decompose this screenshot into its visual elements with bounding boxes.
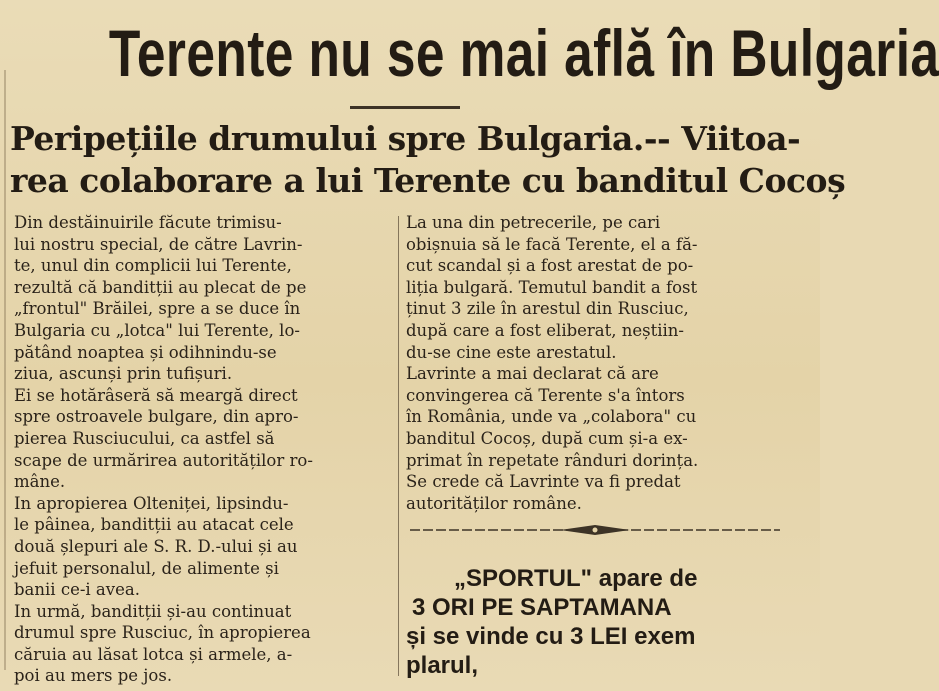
promo-line: 3 ORI PE SAPTAMANA bbox=[412, 594, 672, 621]
text-line: drumul spre Rusciuc, în apropierea bbox=[14, 623, 311, 643]
text-line: obișnuia să le facă Terente, el a fă- bbox=[406, 234, 698, 254]
text-line: lui nostru special, de către Lavrin- bbox=[14, 234, 303, 254]
text-line: convingerea că Terente s'a întors bbox=[406, 385, 685, 405]
text-line: ținut 3 zile în arestul din Rusciuc, bbox=[406, 299, 689, 319]
text-line: mâne. bbox=[14, 472, 66, 492]
text-line: rezultă că banditții au plecat de pe bbox=[14, 277, 307, 297]
headline: Terente nu se mai află în Bulgaria bbox=[108, 16, 939, 90]
text-line: spre ostroavele bulgare, din apro- bbox=[14, 407, 299, 427]
subheadline-line: rea colaborare a lui Terente cu banditul Cocoș bbox=[10, 161, 846, 200]
text-line: căruia au lăsat lotca și armele, a- bbox=[14, 644, 293, 664]
promo-line: și se vinde cu 3 LEI exem bbox=[406, 623, 696, 650]
text-line: In apropierea Olteniței, lipsindu- bbox=[14, 493, 289, 513]
text-line: după care a fost eliberat, neștiin- bbox=[406, 320, 685, 340]
text-line: pierea Rusciucului, ca astfel să bbox=[14, 428, 275, 448]
promo-line: „SPORTUL" apare de bbox=[454, 565, 698, 592]
text-line: jefuit personalul, de alimente și bbox=[14, 558, 279, 578]
text-line: Lavrinte a mai declarat că are bbox=[406, 364, 659, 384]
promo-line: plarul, bbox=[406, 652, 479, 679]
text-line: le pâinea, banditții au atacat cele bbox=[14, 515, 294, 535]
text-line: Se crede că Lavrinte va fi predat bbox=[406, 472, 681, 492]
text-line: autorităților române. bbox=[406, 493, 582, 513]
subheadline bbox=[10, 118, 846, 202]
text-line: banditul Cocoș, după cum și-a ex- bbox=[406, 428, 688, 448]
text-line: banii ce-i avea. bbox=[14, 580, 140, 600]
promo-box bbox=[406, 564, 786, 680]
text-line: Din destăinuirile făcute trimisu- bbox=[14, 213, 282, 232]
headline-rule bbox=[350, 106, 460, 109]
text-line: te, unul din complicii lui Terente, bbox=[14, 256, 292, 276]
text-line: La una din petrecerile, pe cari bbox=[406, 213, 661, 232]
column-divider bbox=[398, 216, 399, 676]
article-column-left bbox=[14, 212, 392, 687]
subheadline-line: Peripețiile drumului spre Bulgaria.-- Viitoa- bbox=[10, 119, 801, 158]
text-line: du-se cine este arestatul. bbox=[406, 342, 617, 362]
text-line: două șlepuri ale S. R. D.-ului și au bbox=[14, 536, 298, 556]
text-line: Ei se hotărâseră să meargă direct bbox=[14, 385, 298, 405]
page-edge bbox=[4, 70, 6, 670]
ornamental-rule bbox=[410, 522, 780, 538]
text-line: Bulgaria cu „lotca" lui Terente, lo- bbox=[14, 320, 300, 340]
text-line: In urmă, banditții și-au continuat bbox=[14, 601, 292, 621]
text-line: pătând noaptea și odihnindu-se bbox=[14, 342, 277, 362]
text-line: primat în repetate rânduri dorința. bbox=[406, 450, 699, 470]
text-line: cut scandal și a fost arestat de po- bbox=[406, 256, 694, 276]
text-line: poi au mers pe jos. bbox=[14, 666, 173, 686]
text-line: scape de urmărirea autorităților ro- bbox=[14, 450, 313, 470]
text-line: ziua, ascunși prin tufișuri. bbox=[14, 364, 233, 384]
article-column-right bbox=[406, 212, 792, 514]
text-line: în România, unde va „colabora" cu bbox=[406, 407, 697, 427]
text-line: „frontul" Brăilei, spre a se duce în bbox=[14, 299, 301, 319]
text-line: liția bulgară. Temutul bandit a fost bbox=[406, 277, 698, 297]
